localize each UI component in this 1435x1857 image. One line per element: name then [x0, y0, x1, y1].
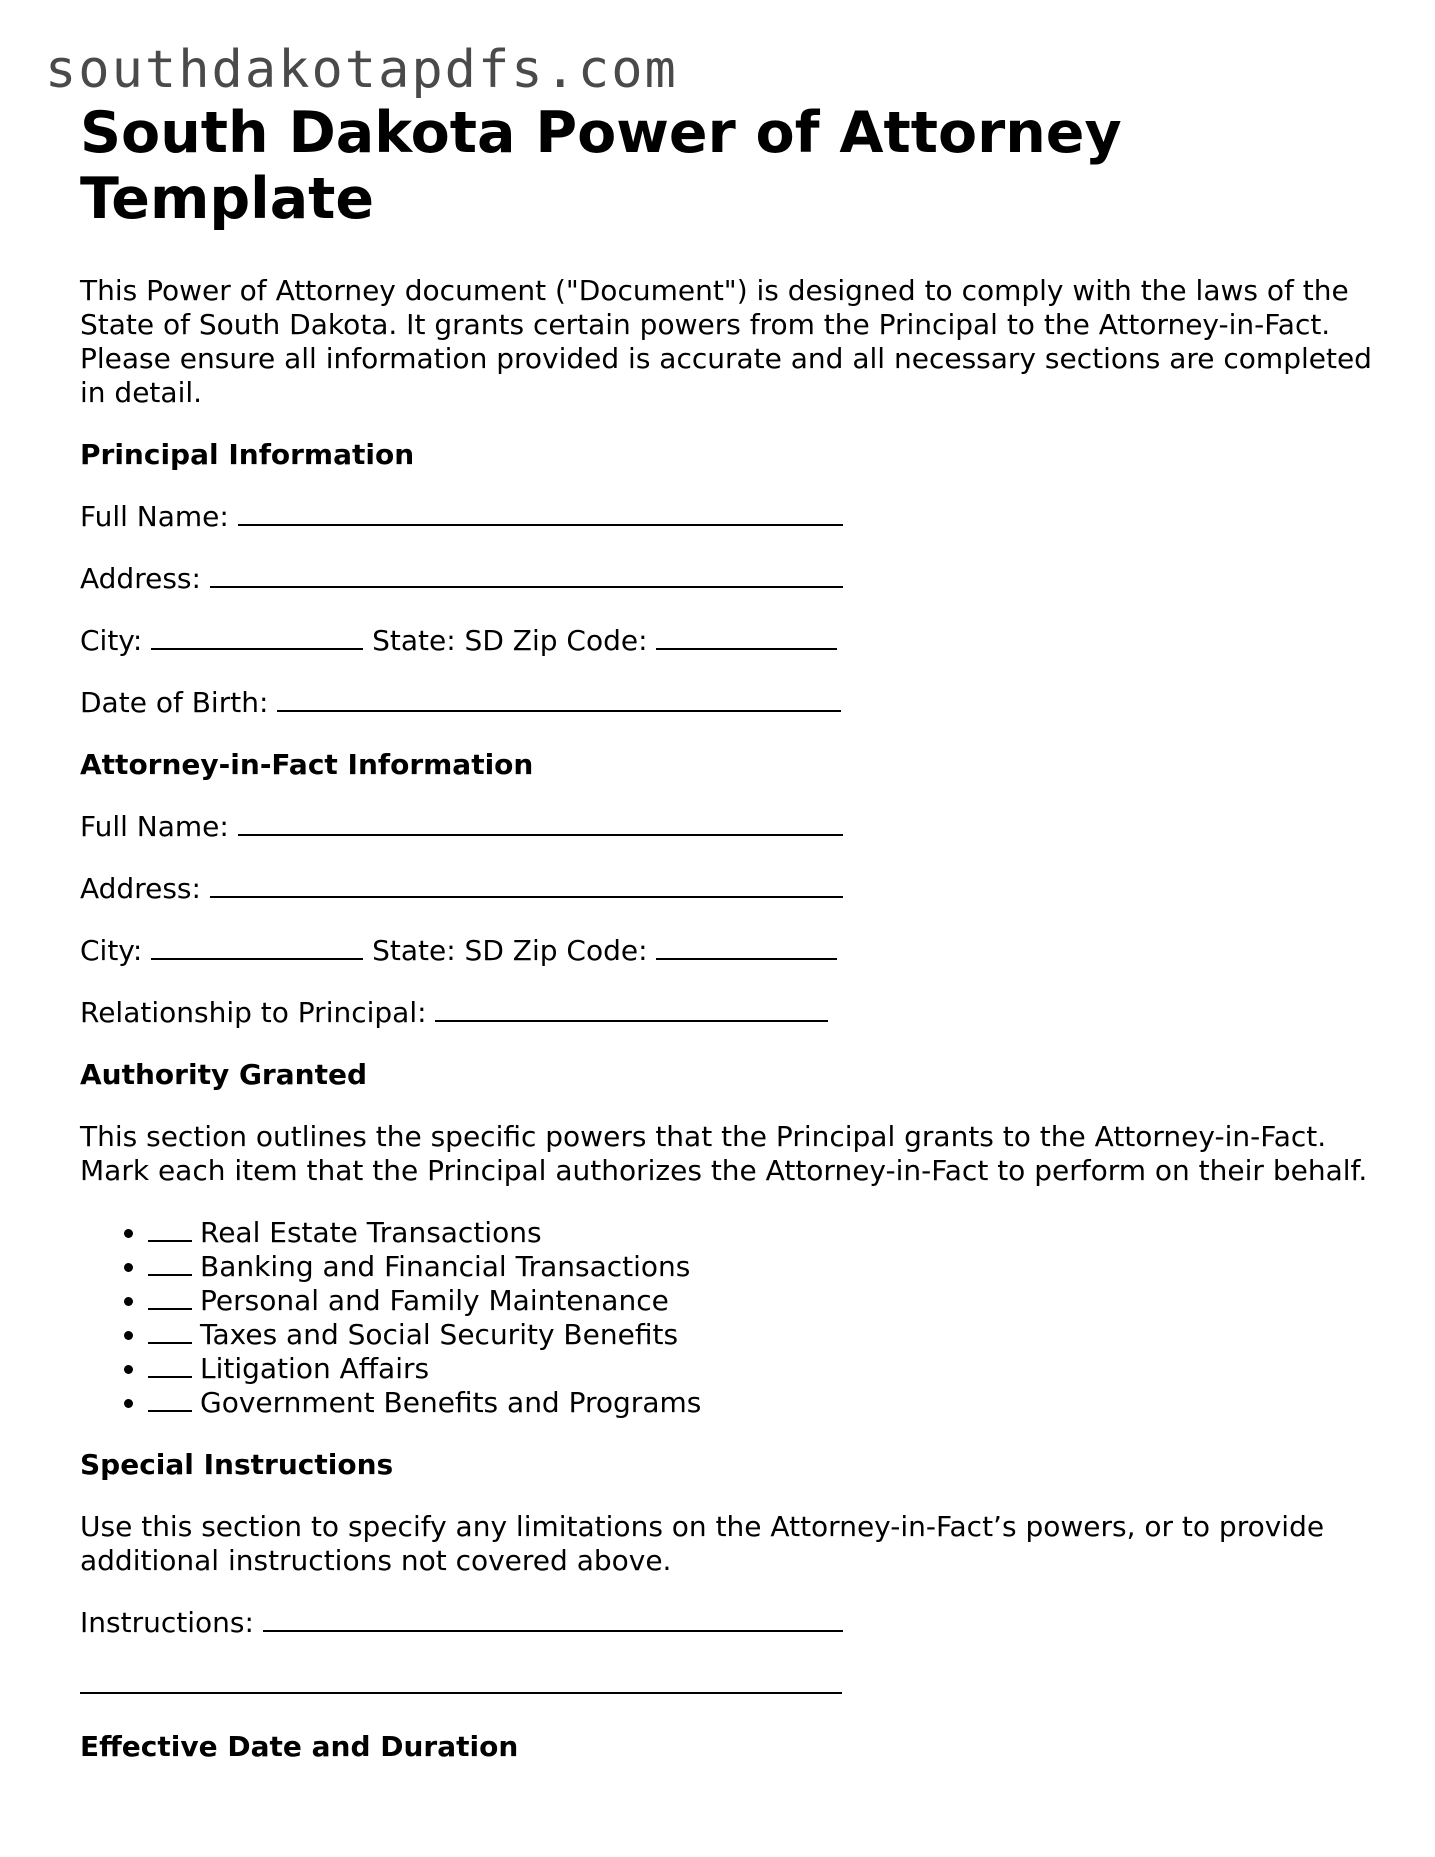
attorney-address-label: Address:	[80, 872, 201, 905]
attorney-state-label: State: SD	[372, 934, 504, 967]
principal-full-name-blank[interactable]	[238, 500, 843, 526]
instructions-field[interactable]	[80, 1606, 1380, 1640]
special-description: Use this section to specify any limitations on the Attorney-in-Fact’s powers, or to provide additional instructions not covered above.	[80, 1510, 1325, 1577]
instructions-extra-line[interactable]	[80, 1668, 1380, 1702]
principal-dob-field[interactable]	[80, 686, 1380, 720]
list-item	[148, 1352, 1380, 1386]
principal-full-name-field[interactable]	[80, 500, 1380, 534]
attorney-heading: Attorney-in-Fact Information	[80, 748, 534, 781]
watermark: southdakotapdfs.com	[45, 40, 678, 100]
principal-full-name-label: Full Name:	[80, 500, 229, 533]
attorney-full-name-label: Full Name:	[80, 810, 229, 843]
principal-state-label: State: SD	[372, 624, 504, 657]
page-title: South Dakota Power of Attorney Template	[80, 100, 1122, 232]
principal-address-label: Address:	[80, 562, 201, 595]
principal-dob-blank[interactable]	[277, 686, 841, 712]
attorney-relationship-blank[interactable]	[435, 996, 828, 1022]
principal-dob-label: Date of Birth:	[80, 686, 269, 719]
attorney-full-name-blank[interactable]	[238, 810, 843, 836]
principal-city-label: City:	[80, 624, 143, 657]
attorney-address-field[interactable]	[80, 872, 1380, 906]
authority-heading: Authority Granted	[80, 1058, 367, 1091]
instructions-blank[interactable]	[263, 1606, 843, 1632]
attorney-full-name-field[interactable]	[80, 810, 1380, 844]
attorney-relationship-label: Relationship to Principal:	[80, 996, 427, 1029]
attorney-relationship-field[interactable]	[80, 996, 1380, 1030]
authority-item-label: Real Estate Transactions	[200, 1216, 542, 1249]
list-item	[148, 1284, 1380, 1318]
list-item	[148, 1250, 1380, 1284]
principal-address-field[interactable]	[80, 562, 1380, 596]
attorney-zip-label: Zip Code:	[512, 934, 648, 967]
authority-checkbox-blank[interactable]	[148, 1250, 192, 1276]
attorney-address-blank[interactable]	[210, 872, 843, 898]
authority-description: This section outlines the specific powers that the Principal grants to the Attorney-in-Fact. Mark each item that the Principal authorizes the Attorney-in-Fact to perform on their behalf.	[80, 1120, 1368, 1187]
authority-list	[80, 1216, 1380, 1420]
special-heading: Special Instructions	[80, 1448, 394, 1481]
attorney-city-state-zip-field[interactable]	[80, 934, 1380, 968]
list-item	[148, 1318, 1380, 1352]
principal-address-blank[interactable]	[210, 562, 843, 588]
instructions-label: Instructions:	[80, 1606, 254, 1639]
authority-item-label: Litigation Affairs	[200, 1352, 430, 1385]
authority-item-label: Government Benefits and Programs	[200, 1386, 702, 1419]
principal-city-blank[interactable]	[151, 624, 363, 650]
principal-city-state-zip-field[interactable]	[80, 624, 1380, 658]
principal-zip-blank[interactable]	[656, 624, 837, 650]
authority-checkbox-blank[interactable]	[148, 1352, 192, 1378]
principal-zip-label: Zip Code:	[512, 624, 648, 657]
attorney-zip-blank[interactable]	[656, 934, 837, 960]
authority-checkbox-blank[interactable]	[148, 1386, 192, 1412]
list-item	[148, 1386, 1380, 1420]
authority-item-label: Personal and Family Maintenance	[200, 1284, 669, 1317]
list-item	[148, 1216, 1380, 1250]
authority-item-label: Banking and Financial Transactions	[200, 1250, 691, 1283]
principal-heading: Principal Information	[80, 438, 415, 471]
authority-checkbox-blank[interactable]	[148, 1318, 192, 1344]
attorney-city-blank[interactable]	[151, 934, 363, 960]
authority-item-label: Taxes and Social Security Benefits	[200, 1318, 679, 1351]
document-body	[80, 100, 1380, 1764]
authority-checkbox-blank[interactable]	[148, 1284, 192, 1310]
instructions-extra-blank[interactable]	[80, 1668, 842, 1694]
attorney-city-label: City:	[80, 934, 143, 967]
effective-heading: Effective Date and Duration	[80, 1730, 519, 1763]
authority-checkbox-blank[interactable]	[148, 1216, 192, 1242]
intro-paragraph: This Power of Attorney document ("Document") is designed to comply with the laws of the State of South Dakota. It grants certain powers from the Principal to the Attorney-in-Fact. Please ensure all information provided is accurate and all necessary sections are completed in detail.	[80, 274, 1372, 409]
